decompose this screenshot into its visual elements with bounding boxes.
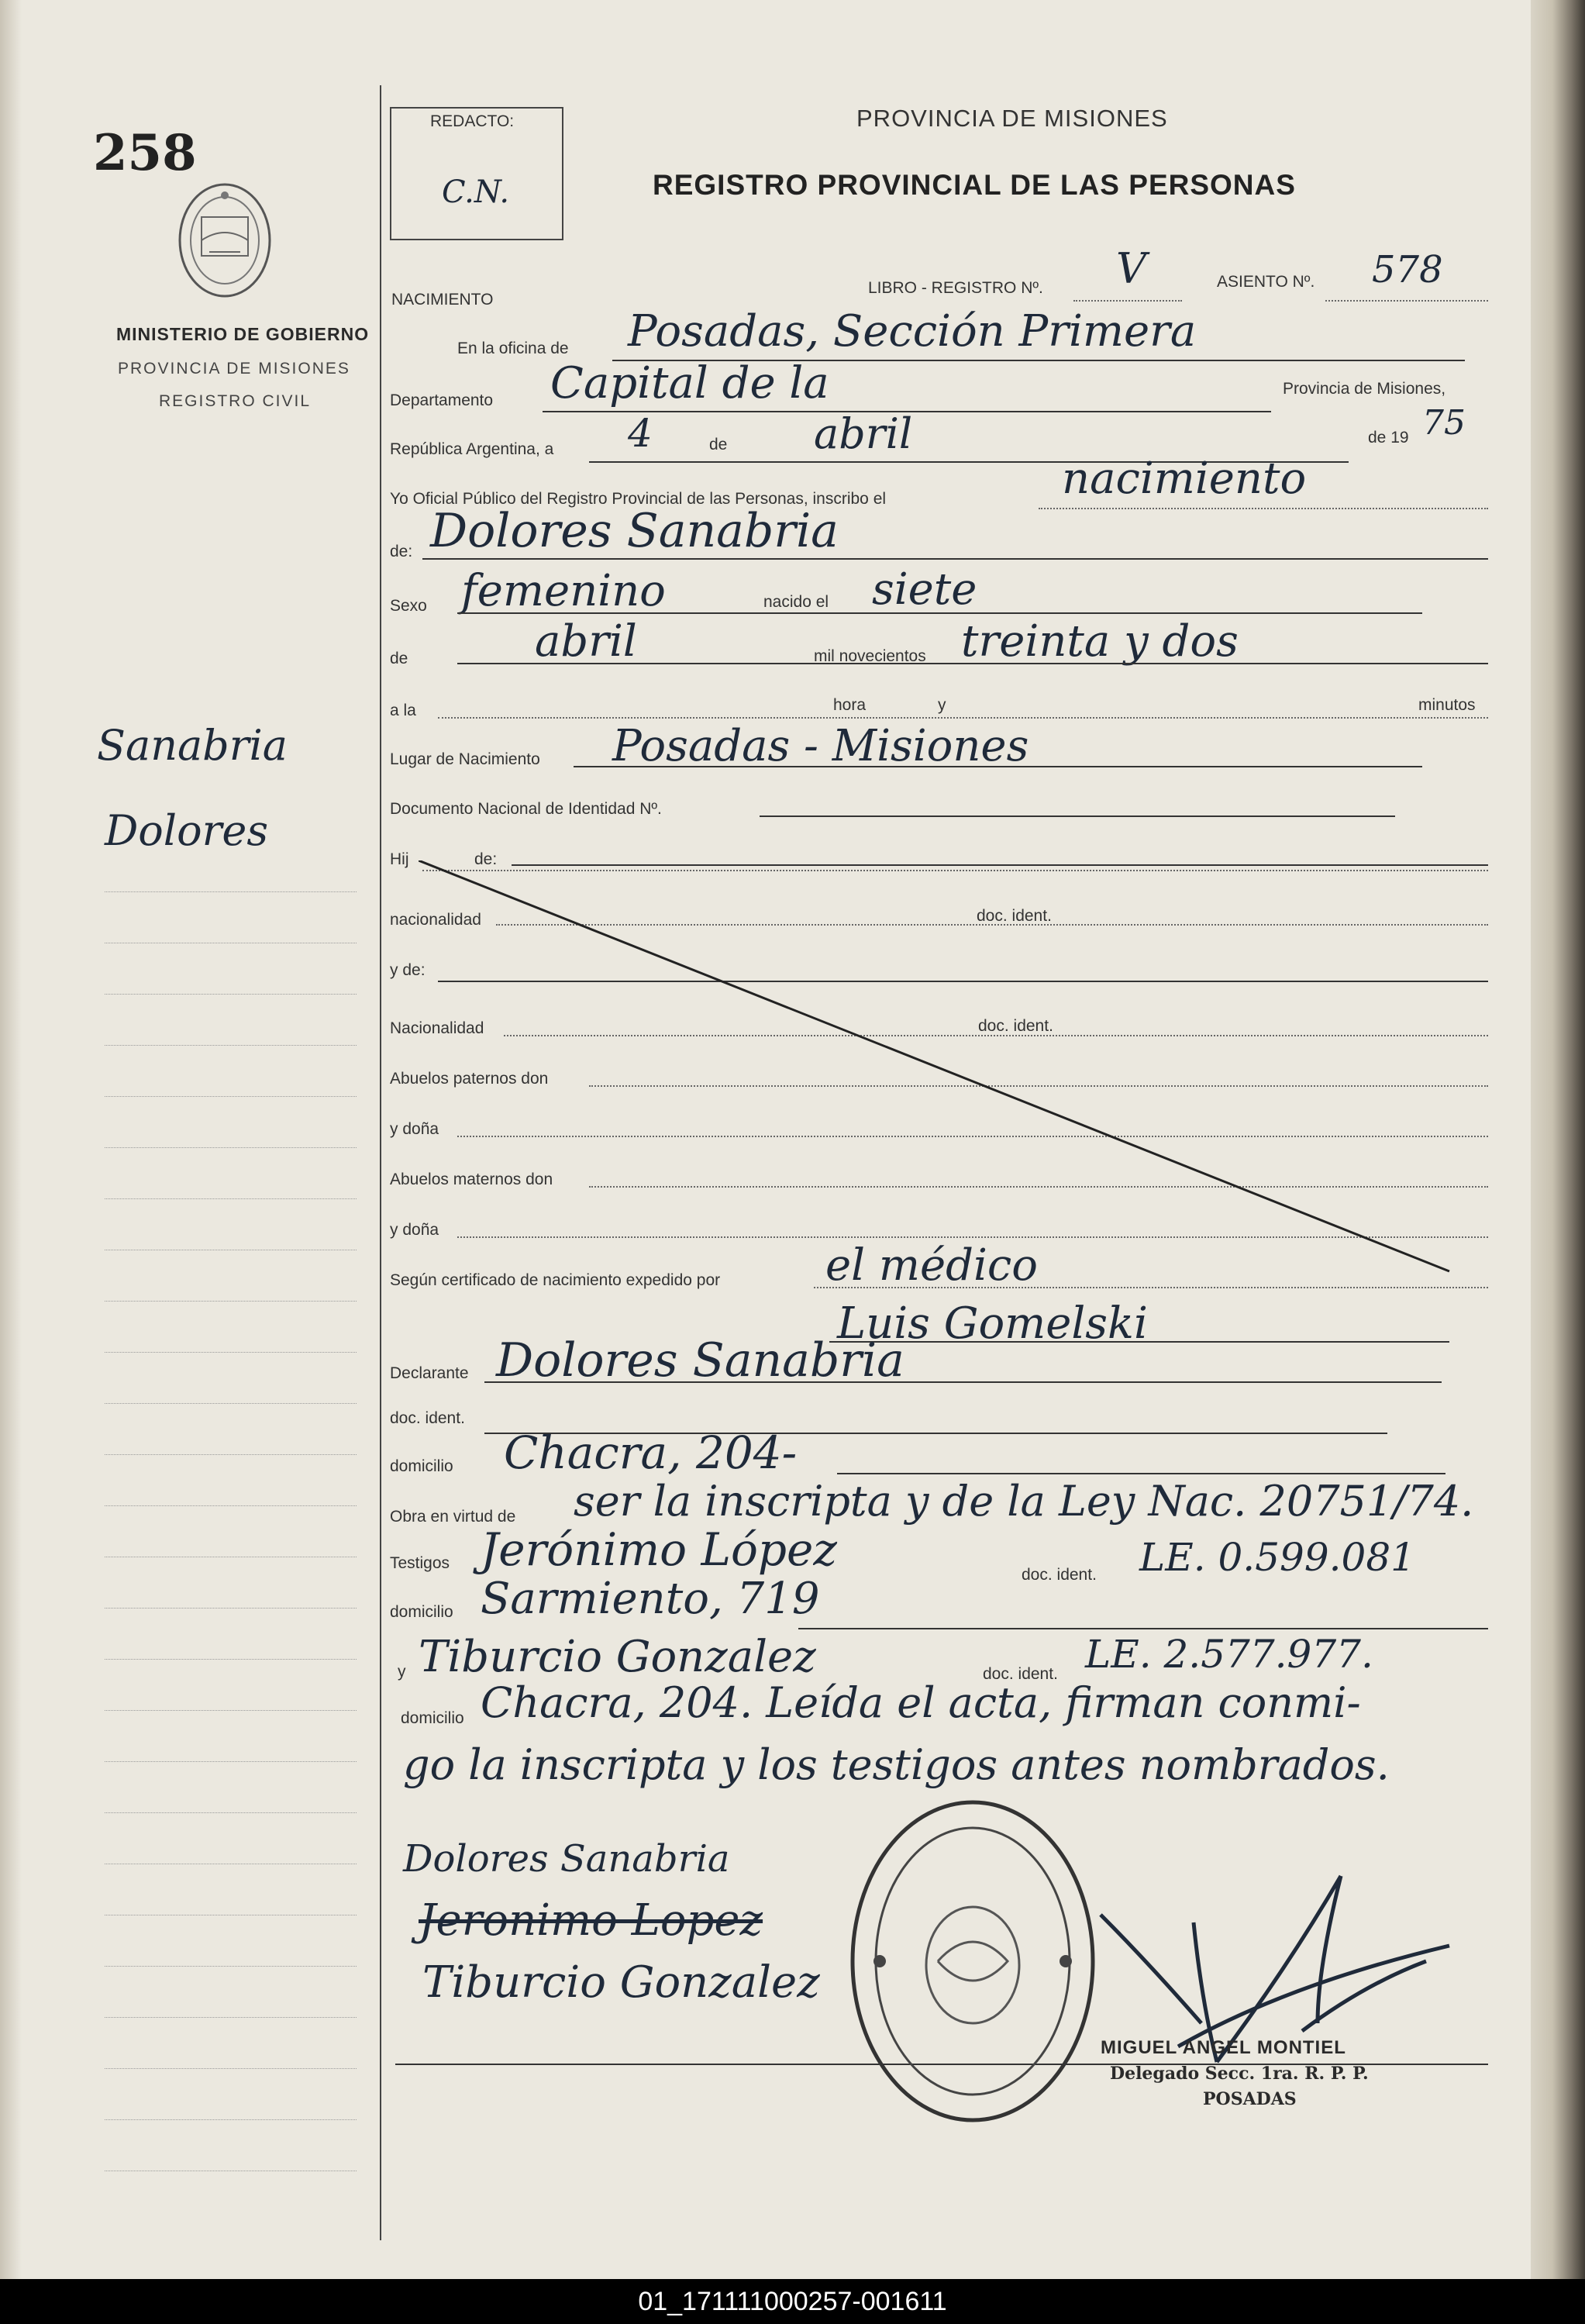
lugar-value: Posadas - Misiones	[612, 721, 1029, 771]
provincia-label: Provincia de Misiones,	[1283, 380, 1446, 398]
de2-label: de:	[390, 543, 413, 560]
margin-rule	[105, 1710, 357, 1711]
departamento-label: Departamento	[390, 391, 494, 409]
redacto-value: C.N.	[442, 174, 510, 210]
docident4-label: doc. ident.	[1022, 1566, 1097, 1584]
margin-divider	[380, 85, 381, 2240]
mes-value: abril	[814, 409, 913, 458]
y-label: y	[938, 696, 946, 714]
nacido-label: nacido el	[763, 593, 829, 611]
signature-testigo-1: Jeronimo Lopez	[419, 1895, 763, 1946]
oficial-line	[1039, 508, 1488, 509]
domicilio-label: domicilio	[390, 1457, 453, 1475]
officer-name: MIGUEL ANGEL MONTIEL	[1101, 2037, 1346, 2058]
libro-line	[1073, 300, 1182, 302]
testigo1-domicilio-line	[798, 1628, 1488, 1629]
testigo2-doc: LE. 2.577.977.	[1085, 1632, 1373, 1677]
docident5-label: doc. ident.	[983, 1665, 1058, 1683]
sexo-label: Sexo	[390, 597, 427, 615]
cancel-diagonal-line	[419, 860, 1457, 1279]
obra-value: ser la inscripta y de la Ley Nac. 20751/74.	[574, 1477, 1474, 1526]
asiento-label: ASIENTO Nº.	[1217, 273, 1315, 291]
domicilio-value: Chacra, 204-	[504, 1426, 798, 1479]
libro-label: LIBRO - REGISTRO Nº.	[868, 279, 1043, 297]
header-province: PROVINCIA DE MISIONES	[856, 105, 1168, 132]
margin-rule	[105, 1198, 357, 1199]
hora-line	[438, 717, 1488, 719]
nacido-mes-value: abril	[535, 616, 637, 667]
ydona2-label: y doña	[390, 1221, 439, 1239]
segun-line-2	[829, 1341, 1449, 1343]
yde-label: y de:	[390, 961, 426, 979]
segun-line	[814, 1287, 1488, 1288]
margin-rule	[105, 1761, 357, 1762]
de4-label: de:	[474, 850, 498, 868]
official-stamp-icon	[845, 1791, 1101, 2132]
testigo1-doc: LE. 0.599.081	[1139, 1535, 1415, 1580]
nacionalidad2-label: Nacionalidad	[390, 1019, 484, 1037]
nacimiento-label: NACIMIENTO	[391, 291, 494, 309]
margin-rule	[105, 1608, 357, 1609]
margin-rule	[105, 1403, 357, 1404]
margin-rule	[105, 1966, 357, 1967]
republica-label: República Argentina, a	[390, 440, 554, 458]
margin-rule	[105, 1301, 357, 1302]
margin-rule	[105, 1659, 357, 1660]
ministry-seal-icon	[174, 178, 275, 302]
declarante-line	[484, 1381, 1442, 1383]
sidebar-province: PROVINCIA DE MISIONES	[118, 360, 350, 378]
docident2-label: doc. ident.	[978, 1017, 1053, 1035]
departamento-value: Capital de la	[550, 358, 829, 409]
nacido-value: siete	[872, 564, 977, 615]
nombre-line	[422, 558, 1488, 560]
margin-rule	[105, 2017, 357, 2018]
dni-line	[760, 815, 1395, 817]
segun-value: el médico	[825, 1240, 1038, 1291]
domicilio3-label: domicilio	[401, 1709, 464, 1727]
oficina-value: Posadas, Sección Primera	[628, 306, 1197, 357]
domicilio-line	[837, 1473, 1445, 1474]
margin-rule	[105, 994, 357, 995]
margin-rule	[105, 1812, 357, 1813]
dni-label: Documento Nacional de Identidad Nº.	[390, 800, 662, 818]
book-binding-edge	[1531, 0, 1585, 2279]
officer-title: Delegado Secc. 1ra. R. P. P.	[1110, 2064, 1369, 2084]
oficina-label: En la oficina de	[457, 340, 569, 357]
docident-label: doc. ident.	[977, 907, 1052, 925]
margin-rule	[105, 891, 357, 892]
margin-rule	[105, 1505, 357, 1506]
declarante-label: Declarante	[390, 1364, 469, 1382]
de-anio-label: de 19	[1368, 429, 1409, 447]
margin-note-name: Dolores	[105, 806, 269, 855]
nombre-value: Dolores Sanabria	[430, 504, 839, 558]
testigo1-value: Jerónimo López	[481, 1523, 837, 1576]
segun-label: Según certificado de nacimiento expedido por	[390, 1271, 721, 1289]
signature-declarante: Dolores Sanabria	[403, 1837, 730, 1881]
de3-label: de	[390, 650, 408, 667]
obra-label: Obra en virtud de	[390, 1508, 516, 1526]
declarante-value: Dolores Sanabria	[496, 1333, 904, 1388]
page-fold-shadow	[0, 0, 22, 2279]
registry-title: REGISTRO PROVINCIAL DE LAS PERSONAS	[653, 169, 1296, 201]
mil-label: mil novecientos	[814, 647, 926, 665]
testigos-label: Testigos	[390, 1554, 450, 1572]
margin-note-surname: Sanabria	[97, 721, 288, 770]
testigo2-value: Tiburcio Gonzalez	[419, 1632, 816, 1682]
margin-rule	[105, 1096, 357, 1097]
de-label: de	[709, 436, 728, 453]
image-footer-id: 01_171111000257-001611	[0, 2279, 1585, 2324]
minutos-label: minutos	[1418, 696, 1476, 714]
hora-label: hora	[833, 696, 867, 714]
libro-value: V	[1116, 244, 1146, 293]
margin-rule	[105, 1352, 357, 1353]
testigo1-domicilio: Sarmiento, 719	[481, 1574, 820, 1624]
abuelos-pat-label: Abuelos paternos don	[390, 1070, 549, 1088]
abuelos-mat-label: Abuelos maternos don	[390, 1171, 553, 1188]
mil-value: treinta y dos	[961, 616, 1239, 667]
anio-value: 75	[1422, 403, 1466, 443]
margin-rule	[105, 2068, 357, 2069]
ala-label: a la	[390, 702, 416, 719]
margin-rule	[105, 2119, 357, 2120]
y2-label: y	[398, 1663, 406, 1681]
domicilio2-label: domicilio	[390, 1603, 453, 1621]
asiento-value: 578	[1372, 248, 1443, 291]
sexo-line	[457, 612, 1422, 614]
sidebar-registry: REGISTRO CIVIL	[159, 392, 312, 410]
redacto-label: REDACTO:	[430, 112, 515, 130]
domicilio3-value-2: go la inscripta y los testigos antes nombrados.	[403, 1740, 1390, 1789]
page-number: 258	[93, 124, 197, 182]
sexo-value: femenino	[461, 566, 666, 616]
asiento-line	[1325, 300, 1488, 302]
docident3-label: doc. ident.	[390, 1409, 465, 1427]
margin-rule	[105, 1454, 357, 1455]
oficial-value: nacimiento	[1062, 453, 1307, 504]
oficial-label: Yo Oficial Público del Registro Provincial de las Personas, inscribo el	[390, 490, 887, 508]
segun-value-2: Luis Gomelski	[837, 1298, 1148, 1349]
dia-value: 4	[628, 411, 653, 456]
margin-rule	[105, 1147, 357, 1148]
signature-testigo-2: Tiburcio Gonzalez	[422, 1957, 820, 2008]
domicilio3-value: Chacra, 204. Leída el acta, firman conmi-	[481, 1678, 1361, 1727]
ydona-label: y doña	[390, 1120, 439, 1138]
lugar-line	[574, 766, 1422, 767]
margin-rule	[105, 1045, 357, 1046]
hijo-label: Hij	[390, 850, 409, 868]
sidebar-ministry: MINISTERIO DE GOBIERNO	[116, 324, 370, 344]
mil-line	[457, 663, 1488, 664]
lugar-label: Lugar de Nacimiento	[390, 750, 540, 768]
nacionalidad-label: nacionalidad	[390, 911, 481, 929]
officer-city: POSADAS	[1203, 2089, 1297, 2109]
